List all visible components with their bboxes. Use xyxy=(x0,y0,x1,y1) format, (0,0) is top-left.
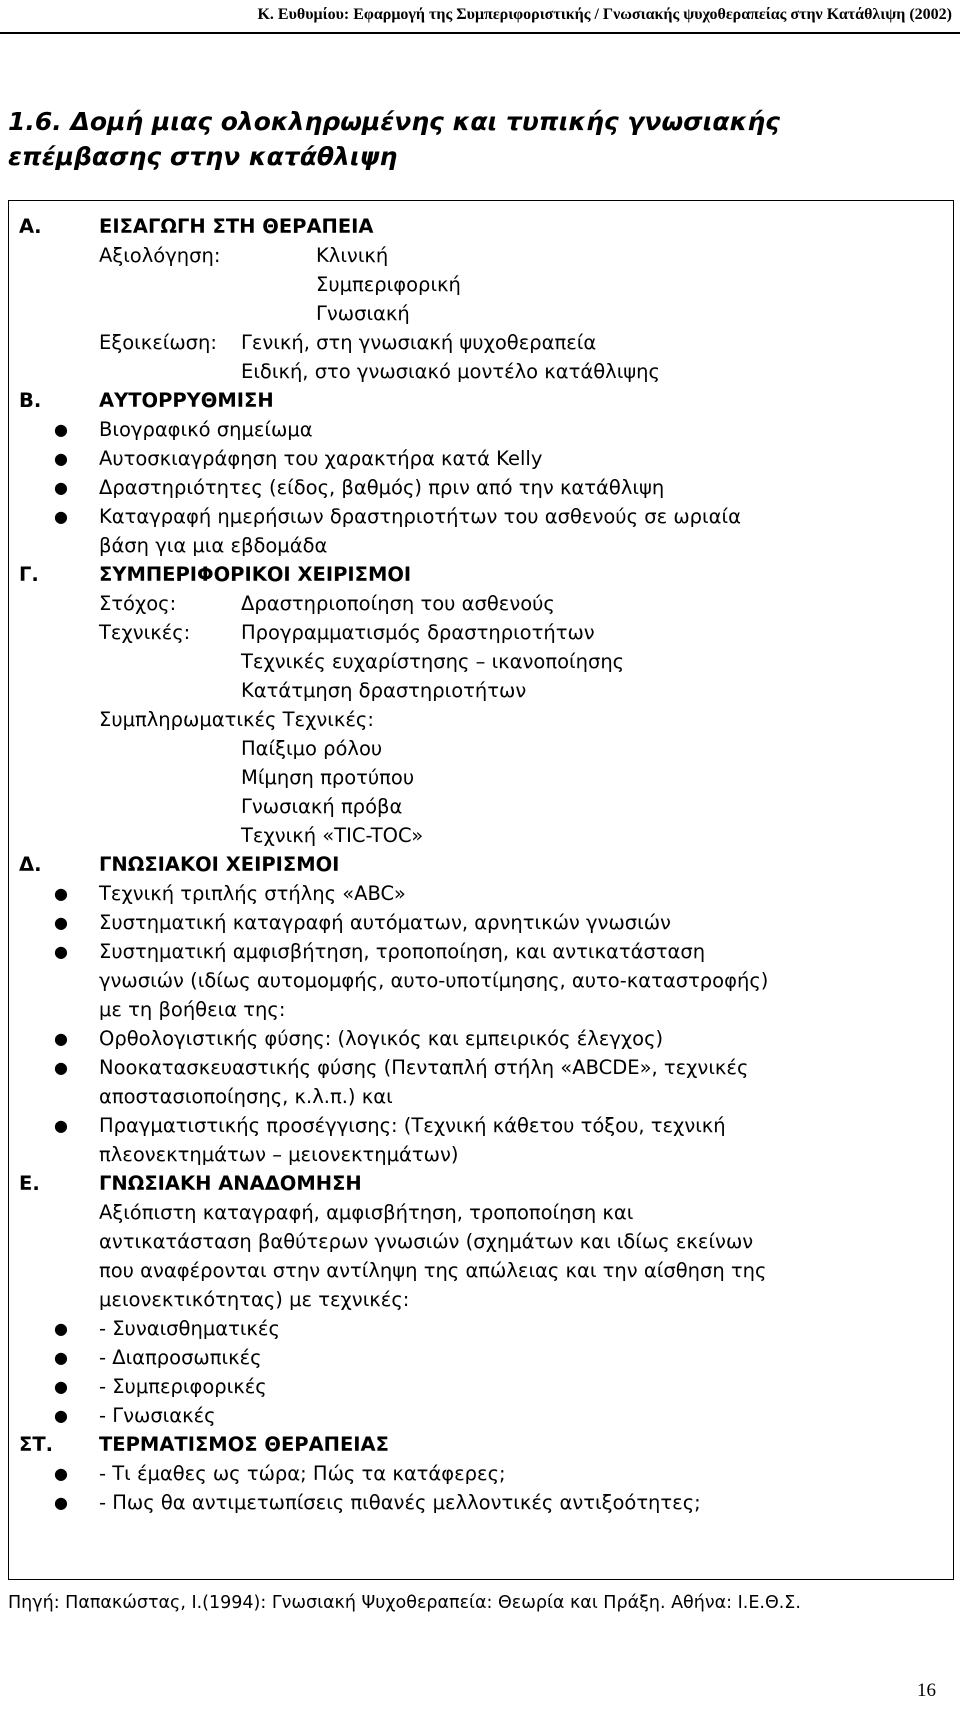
list-item: Δραστηριότητες (είδος, βαθμός) πριν από την κατάθλιψη xyxy=(99,476,665,499)
list-item: - Συμπεριφορικές xyxy=(99,1375,267,1398)
list-item: Ορθολογιστικής φύσης: (λογικός και εμπειρικός έλεγχος) xyxy=(99,1027,664,1050)
paragraph-line: αντικατάσταση βαθύτερων γνωσιών (σχημάτων και ιδίως εκείνων xyxy=(99,1230,754,1253)
bullet-icon: ● xyxy=(54,1029,68,1048)
section-a-label: Α. xyxy=(19,215,42,238)
section-c-label: Γ. xyxy=(19,563,39,586)
list-item: - Πως θα αντιμετωπίσεις πιθανές μελλοντικές αντιξοότητες; xyxy=(99,1491,701,1514)
list-item: - Τι έμαθες ως τώρα; Πώς τα κατάφερες; xyxy=(99,1462,506,1485)
heading-line-1: 1.6. Δομή μιας ολοκληρωμένης και τυπικής γνωσιακής xyxy=(8,107,780,136)
bullet-icon: ● xyxy=(54,1319,68,1338)
assessment-item: Γνωσιακή xyxy=(316,302,410,325)
list-item-continuation: πλεονεκτημάτων – μειονεκτημάτων) xyxy=(99,1143,459,1166)
assessment-item: Κλινική xyxy=(316,244,389,267)
bullet-icon: ● xyxy=(54,478,68,497)
therapy-structure-box xyxy=(8,200,954,1580)
section-f-title: ΤΕΡΜΑΤΙΣΜΟΣ ΘΕΡΑΠΕΙΑΣ xyxy=(99,1433,389,1456)
complementary-item: Μίμηση προτύπου xyxy=(241,766,415,789)
familiarization-label: Εξοικείωση: xyxy=(99,331,217,354)
list-item: Τεχνική τριπλής στήλης «ABC» xyxy=(99,882,406,905)
bullet-icon: ● xyxy=(54,420,68,439)
assessment-item: Συμπεριφορική xyxy=(316,273,461,296)
list-item-continuation: βάση για μια εβδομάδα xyxy=(99,534,328,557)
paragraph-line: μειονεκτικότητας) με τεχνικές: xyxy=(99,1288,410,1311)
list-item: - Γνωσιακές xyxy=(99,1404,216,1427)
familiarization-item: Γενική, στη γνωσιακή ψυχοθεραπεία xyxy=(241,331,597,354)
section-e-label: Ε. xyxy=(19,1172,40,1195)
header-rule xyxy=(0,32,960,34)
source-citation: Πηγή: Παπακώστας, Ι.(1994): Γνωσιακή Ψυχοθεραπεία: Θεωρία και Πράξη. Αθήνα: Ι.Ε.Θ.Σ. xyxy=(8,1593,801,1613)
section-b-label: Β. xyxy=(19,389,42,412)
list-item: Συστηματική καταγραφή αυτόματων, αρνητικών γνωσιών xyxy=(99,911,671,934)
running-header: Κ. Ευθυμίου: Εφαρμογή της Συμπεριφοριστικής / Γνωσιακής ψυχοθεραπείας στην Κατάθλιψη (2002) xyxy=(257,6,952,23)
goal-value: Δραστηριοποίηση του ασθενούς xyxy=(241,592,555,615)
section-c-title: ΣΥΜΠΕΡΙΦΟΡΙΚΟΙ ΧΕΙΡΙΣΜΟΙ xyxy=(99,563,412,586)
section-d-label: Δ. xyxy=(19,853,42,876)
list-item: Πραγματιστικής προσέγγισης: (Τεχνική κάθετου τόξου, τεχνική xyxy=(99,1114,726,1137)
list-item: Βιογραφικό σημείωμα xyxy=(99,418,313,441)
bullet-icon: ● xyxy=(54,884,68,903)
bullet-icon: ● xyxy=(54,1406,68,1425)
list-item: - Διαπροσωπικές xyxy=(99,1346,262,1369)
complementary-item: Παίξιμο ρόλου xyxy=(241,737,383,760)
bullet-icon: ● xyxy=(54,1493,68,1512)
techniques-label: Τεχνικές: xyxy=(99,621,191,644)
list-item-continuation: αποστασιοποίησης, κ.λ.π.) και xyxy=(99,1085,393,1108)
technique-item: Τεχνικές ευχαρίστησης – ικανοποίησης xyxy=(241,650,625,673)
bullet-icon: ● xyxy=(54,449,68,468)
paragraph-line: που αναφέρονται στην αντίληψη της απώλειας και την αίσθηση της xyxy=(99,1259,767,1282)
bullet-icon: ● xyxy=(54,942,68,961)
assessment-label: Αξιολόγηση: xyxy=(99,244,221,267)
list-item: Συστηματική αμφισβήτηση, τροποποίηση, και αντικατάσταση xyxy=(99,940,706,963)
section-a-title: ΕΙΣΑΓΩΓΗ ΣΤΗ ΘΕΡΑΠΕΙΑ xyxy=(99,215,374,238)
section-b-title: ΑΥΤΟΡΡΥΘΜΙΣΗ xyxy=(99,389,274,412)
list-item-continuation: γνωσιών (ιδίως αυτομομφής, αυτο-υποτίμησης, αυτο-καταστροφής) xyxy=(99,969,769,992)
section-d-title: ΓΝΩΣΙΑΚΟΙ ΧΕΙΡΙΣΜΟΙ xyxy=(99,853,340,876)
complementary-label: Συμπληρωματικές Τεχνικές: xyxy=(99,708,374,731)
technique-item: Προγραμματισμός δραστηριοτήτων xyxy=(241,621,595,644)
complementary-item: Γνωσιακή πρόβα xyxy=(241,795,403,818)
section-f-label: ΣΤ. xyxy=(19,1433,54,1456)
bullet-icon: ● xyxy=(54,1058,68,1077)
bullet-icon: ● xyxy=(54,1116,68,1135)
technique-item: Κατάτμηση δραστηριοτήτων xyxy=(241,679,527,702)
bullet-icon: ● xyxy=(54,507,68,526)
heading-line-2: επέμβασης στην κατάθλιψη xyxy=(8,142,398,171)
complementary-item: Τεχνική «TIC-TOC» xyxy=(241,824,424,847)
section-heading xyxy=(8,104,908,174)
list-item: Καταγραφή ημερήσιων δραστηριοτήτων του ασθενούς σε ωριαία xyxy=(99,505,741,528)
bullet-icon: ● xyxy=(54,1348,68,1367)
bullet-icon: ● xyxy=(54,1464,68,1483)
paragraph-line: Αξιόπιστη καταγραφή, αμφισβήτηση, τροποποίηση και xyxy=(99,1201,634,1224)
list-item: Νοοκατασκευαστικής φύσης (Πενταπλή στήλη «ABCDE», τεχνικές xyxy=(99,1056,749,1079)
list-item: Αυτοσκιαγράφηση του χαρακτήρα κατά Kelly xyxy=(99,447,543,470)
section-e-title: ΓΝΩΣΙΑΚΗ ΑΝΑΔΟΜΗΣΗ xyxy=(99,1172,362,1195)
list-item-continuation: με τη βοήθεια της: xyxy=(99,998,286,1021)
page-number: 16 xyxy=(917,1680,936,1701)
bullet-icon: ● xyxy=(54,1377,68,1396)
bullet-icon: ● xyxy=(54,913,68,932)
list-item: - Συναισθηματικές xyxy=(99,1317,280,1340)
familiarization-item: Ειδική, στο γνωσιακό μοντέλο κατάθλιψης xyxy=(241,360,660,383)
goal-label: Στόχος: xyxy=(99,592,177,615)
